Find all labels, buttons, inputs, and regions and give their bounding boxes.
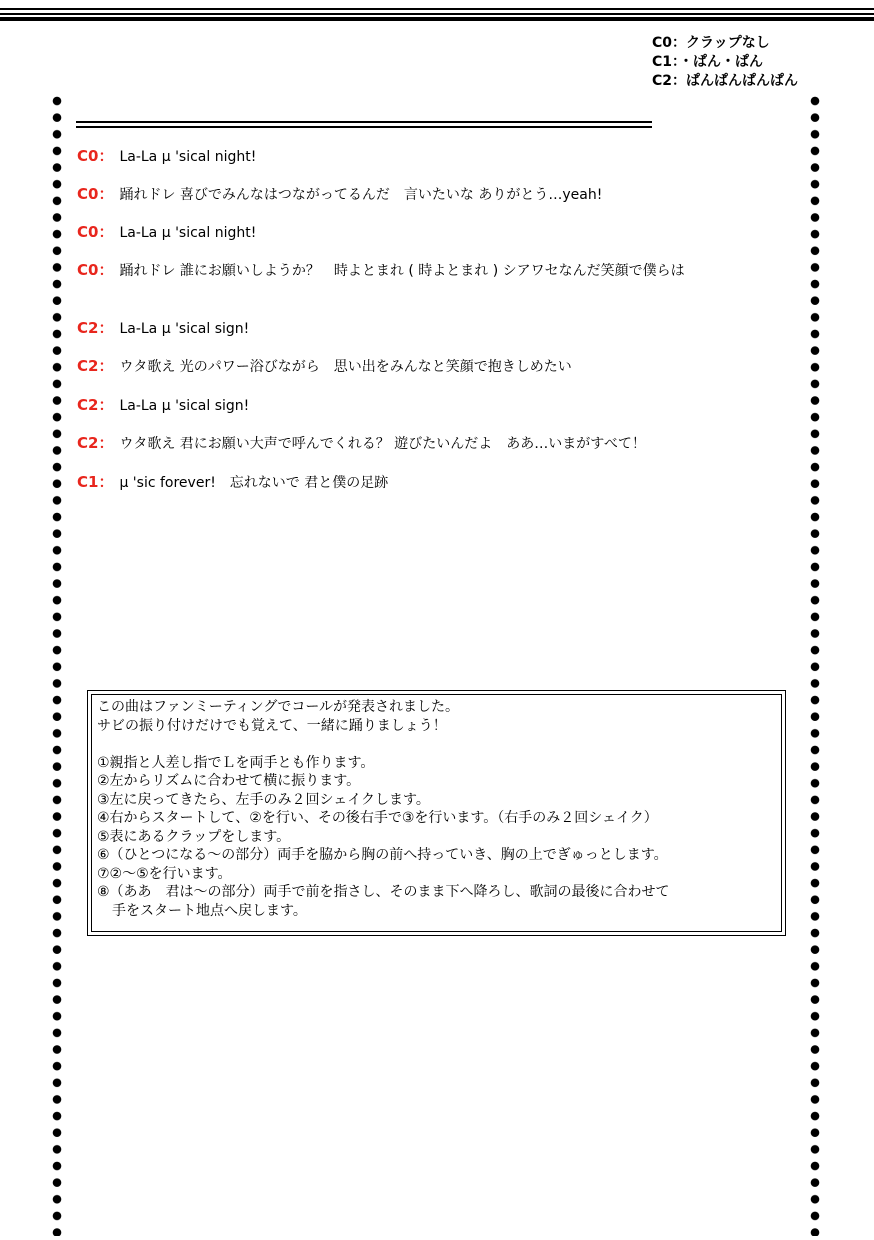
lyrics-rule-bottom	[76, 126, 652, 128]
call-legend	[652, 34, 798, 91]
notes-step: ③左に戻ってきたら、左手のみ２回シェイクします。	[97, 791, 430, 808]
notes-step: ①親指と人差し指でＬを両手とも作ります。	[97, 754, 375, 771]
notes-step: ⑥（ひとつになる～の部分）両手を脇から胸の前へ持っていき、胸の上でぎゅっとします。	[97, 847, 668, 863]
choreography-notes	[91, 694, 782, 932]
lyric-line	[77, 434, 646, 453]
choreography-notes-box	[87, 690, 786, 936]
lyric-text: La-La μ 'sical night!	[119, 149, 257, 165]
call-tag: C2：	[77, 357, 114, 375]
call-tag: C0：	[77, 147, 114, 165]
lyric-line	[77, 396, 249, 415]
lyric-text: La-La μ 'sical sign!	[119, 321, 250, 337]
left-dot-border	[52, 96, 62, 1236]
lyric-text: 踊れドレ 喜びでみんなはつながってるんだ 言いたいな ありがとう…yeah!	[119, 187, 603, 203]
notes-intro-line: この曲はファンミーティングでコールが発表されました。	[97, 699, 460, 715]
notes-step: ⑦②～⑤を行います。	[97, 865, 232, 882]
lyric-line	[77, 473, 388, 492]
top-rule-1	[0, 8, 874, 10]
call-tag: C0：	[77, 261, 114, 279]
lyric-line	[77, 223, 256, 242]
notes-step: ⑤表にあるクラップをします。	[97, 828, 291, 845]
lyric-line	[77, 319, 249, 338]
lyric-text: ウタ歌え 光のパワー浴びながら 思い出をみんなと笑顔で抱きしめたい	[119, 359, 572, 375]
lyric-text: La-La μ 'sical night!	[119, 225, 257, 241]
call-tag: C2：	[77, 434, 114, 452]
notes-step-continuation: 手をスタート地点へ戻します。	[112, 902, 307, 919]
call-tag: C2：	[77, 396, 114, 414]
legend-c2: C2：ぱんぱんぱんぱん	[652, 73, 799, 89]
lyric-text: La-La μ 'sical sign!	[119, 398, 250, 414]
right-dot-border	[810, 96, 820, 1236]
lyric-text: ウタ歌え 君にお願い大声で呼んでくれる？ 遊びたいんだよ ああ…いまがすべて！	[119, 436, 646, 452]
notes-spacer	[97, 735, 776, 754]
lyric-line	[77, 147, 256, 166]
call-tag: C2：	[77, 319, 114, 337]
lyric-text: 踊れドレ 誰にお願いしようか？ 時よとまれ ( 時よとまれ ) シアワセなんだ笑顔で僕らは	[119, 263, 685, 279]
lyric-line	[77, 357, 572, 376]
lyric-line	[77, 185, 602, 204]
top-rule-2	[0, 13, 874, 15]
legend-c0: C0：クラップなし	[652, 35, 770, 51]
call-tag: C1：	[77, 473, 114, 491]
lyric-text: μ 'sic forever! 忘れないで 君と僕の足跡	[119, 475, 389, 491]
lyric-line	[77, 261, 685, 280]
notes-step: ⑧（ああ 君は～の部分）両手で前を指さし、そのまま下へ降ろし、歌詞の最後に合わせて	[97, 884, 670, 900]
legend-c1: C1：・ぱん・ぱん	[652, 54, 764, 70]
notes-step: ④右からスタートして、②を行い、その後右手で③を行います。（右手のみ２回シェイク）	[97, 810, 658, 826]
top-rule-3	[0, 17, 874, 21]
call-tag: C0：	[77, 185, 114, 203]
notes-intro-line: サビの振り付けだけでも覚えて、一緒に踊りましょう！	[97, 717, 447, 734]
notes-step: ②左からリズムに合わせて横に振ります。	[97, 773, 361, 789]
call-tag: C0：	[77, 223, 114, 241]
lyrics-rule-top	[76, 121, 652, 123]
